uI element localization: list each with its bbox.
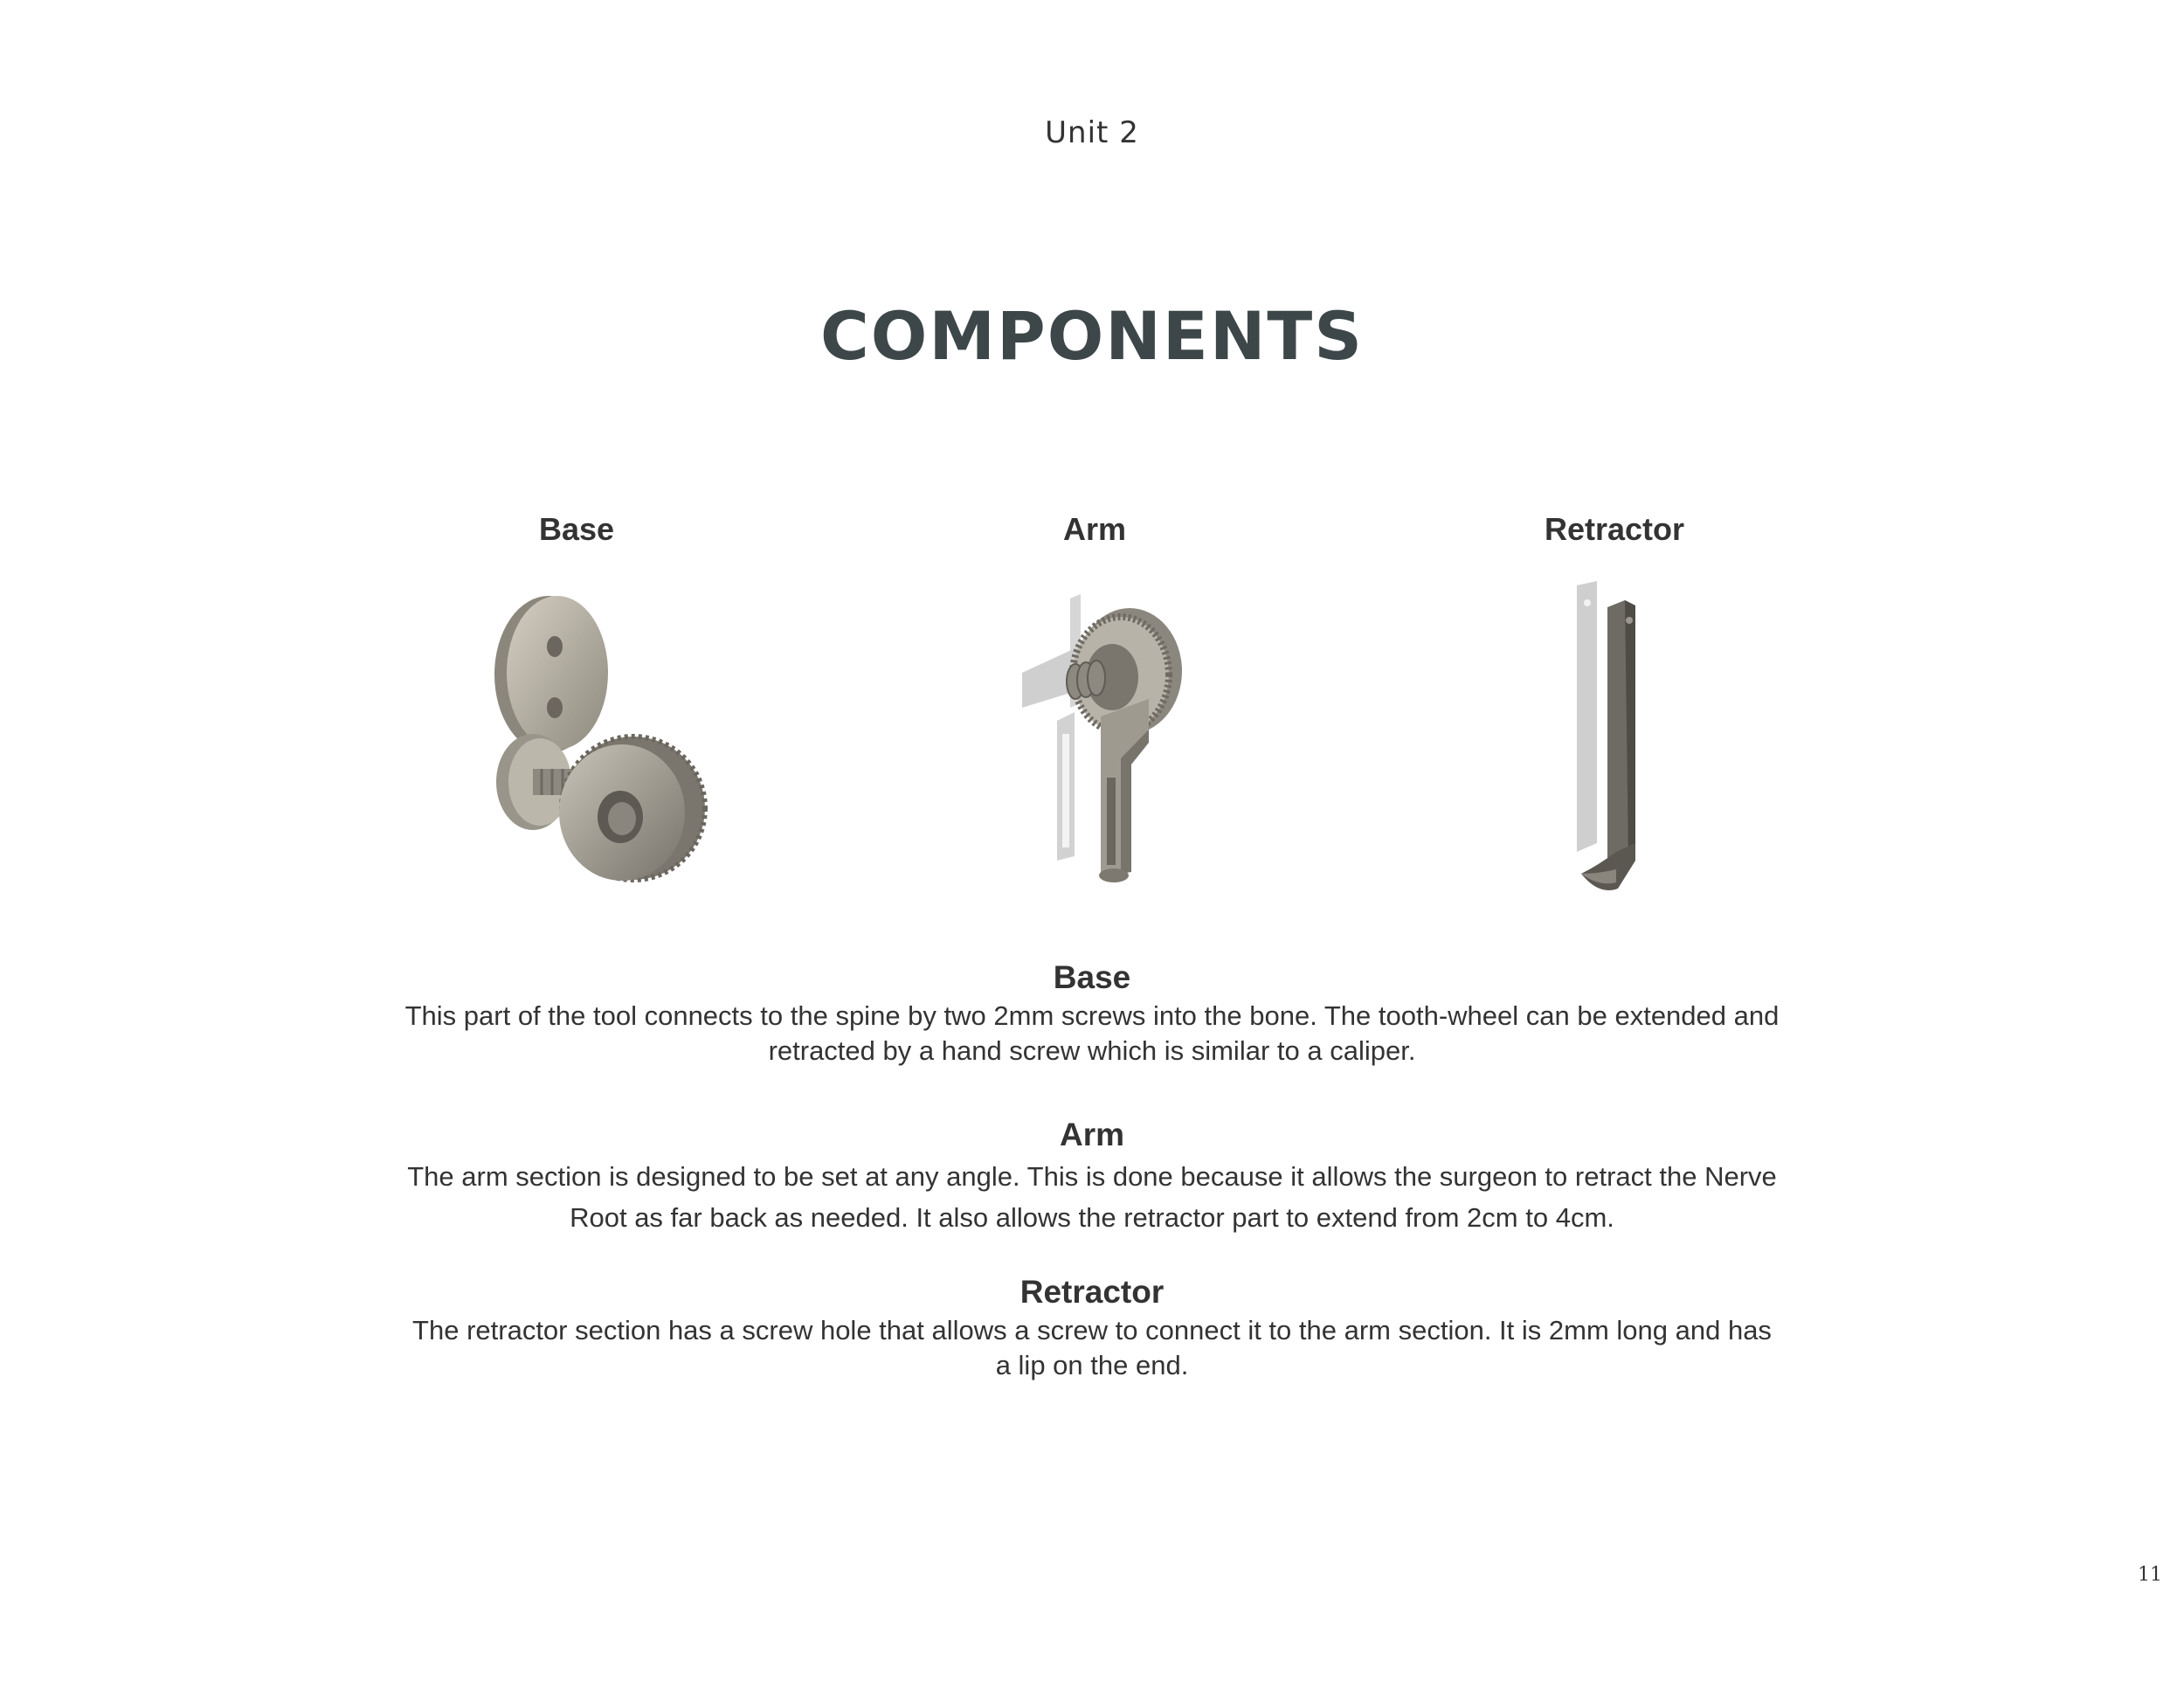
description-retractor bbox=[0, 1271, 2184, 1383]
arm-part-figure bbox=[1018, 594, 1192, 891]
retractor-part-figure bbox=[1564, 581, 1660, 913]
component-label-arm: Arm bbox=[1062, 511, 1127, 547]
unit-label: Unit 2 bbox=[1045, 115, 1139, 150]
description-text-retractor: The retractor section has a screw hole that allows a screw to connect it to the arm section. It is 2mm long and has a lip on the end. bbox=[412, 1315, 1772, 1380]
description-heading-retractor: Retractor bbox=[1019, 1274, 1165, 1310]
description-text-base: This part of the tool connects to the spine by two 2mm screws into the bone. The tooth-wheel can be extended and retracted by a hand screw which is similar to a caliper. bbox=[404, 1000, 1780, 1066]
description-heading-base: Base bbox=[1053, 959, 1131, 995]
description-arm bbox=[0, 1114, 2184, 1238]
description-heading-arm: Arm bbox=[1059, 1117, 1125, 1152]
page-number: 11 bbox=[2138, 1564, 2162, 1586]
description-text-arm: The arm section is designed to be set at any angle. This is done because it allows the surgeon to retract the Nerve Root as far back as needed. It also allows the retractor part to extend from 2cm to 4cm. bbox=[407, 1161, 1777, 1233]
base-part-figure bbox=[472, 594, 725, 891]
page-title: COMPONENTS bbox=[819, 297, 1365, 375]
component-label-base: Base bbox=[538, 511, 615, 547]
description-base bbox=[0, 957, 2184, 1069]
component-label-retractor: Retractor bbox=[1544, 511, 1685, 547]
